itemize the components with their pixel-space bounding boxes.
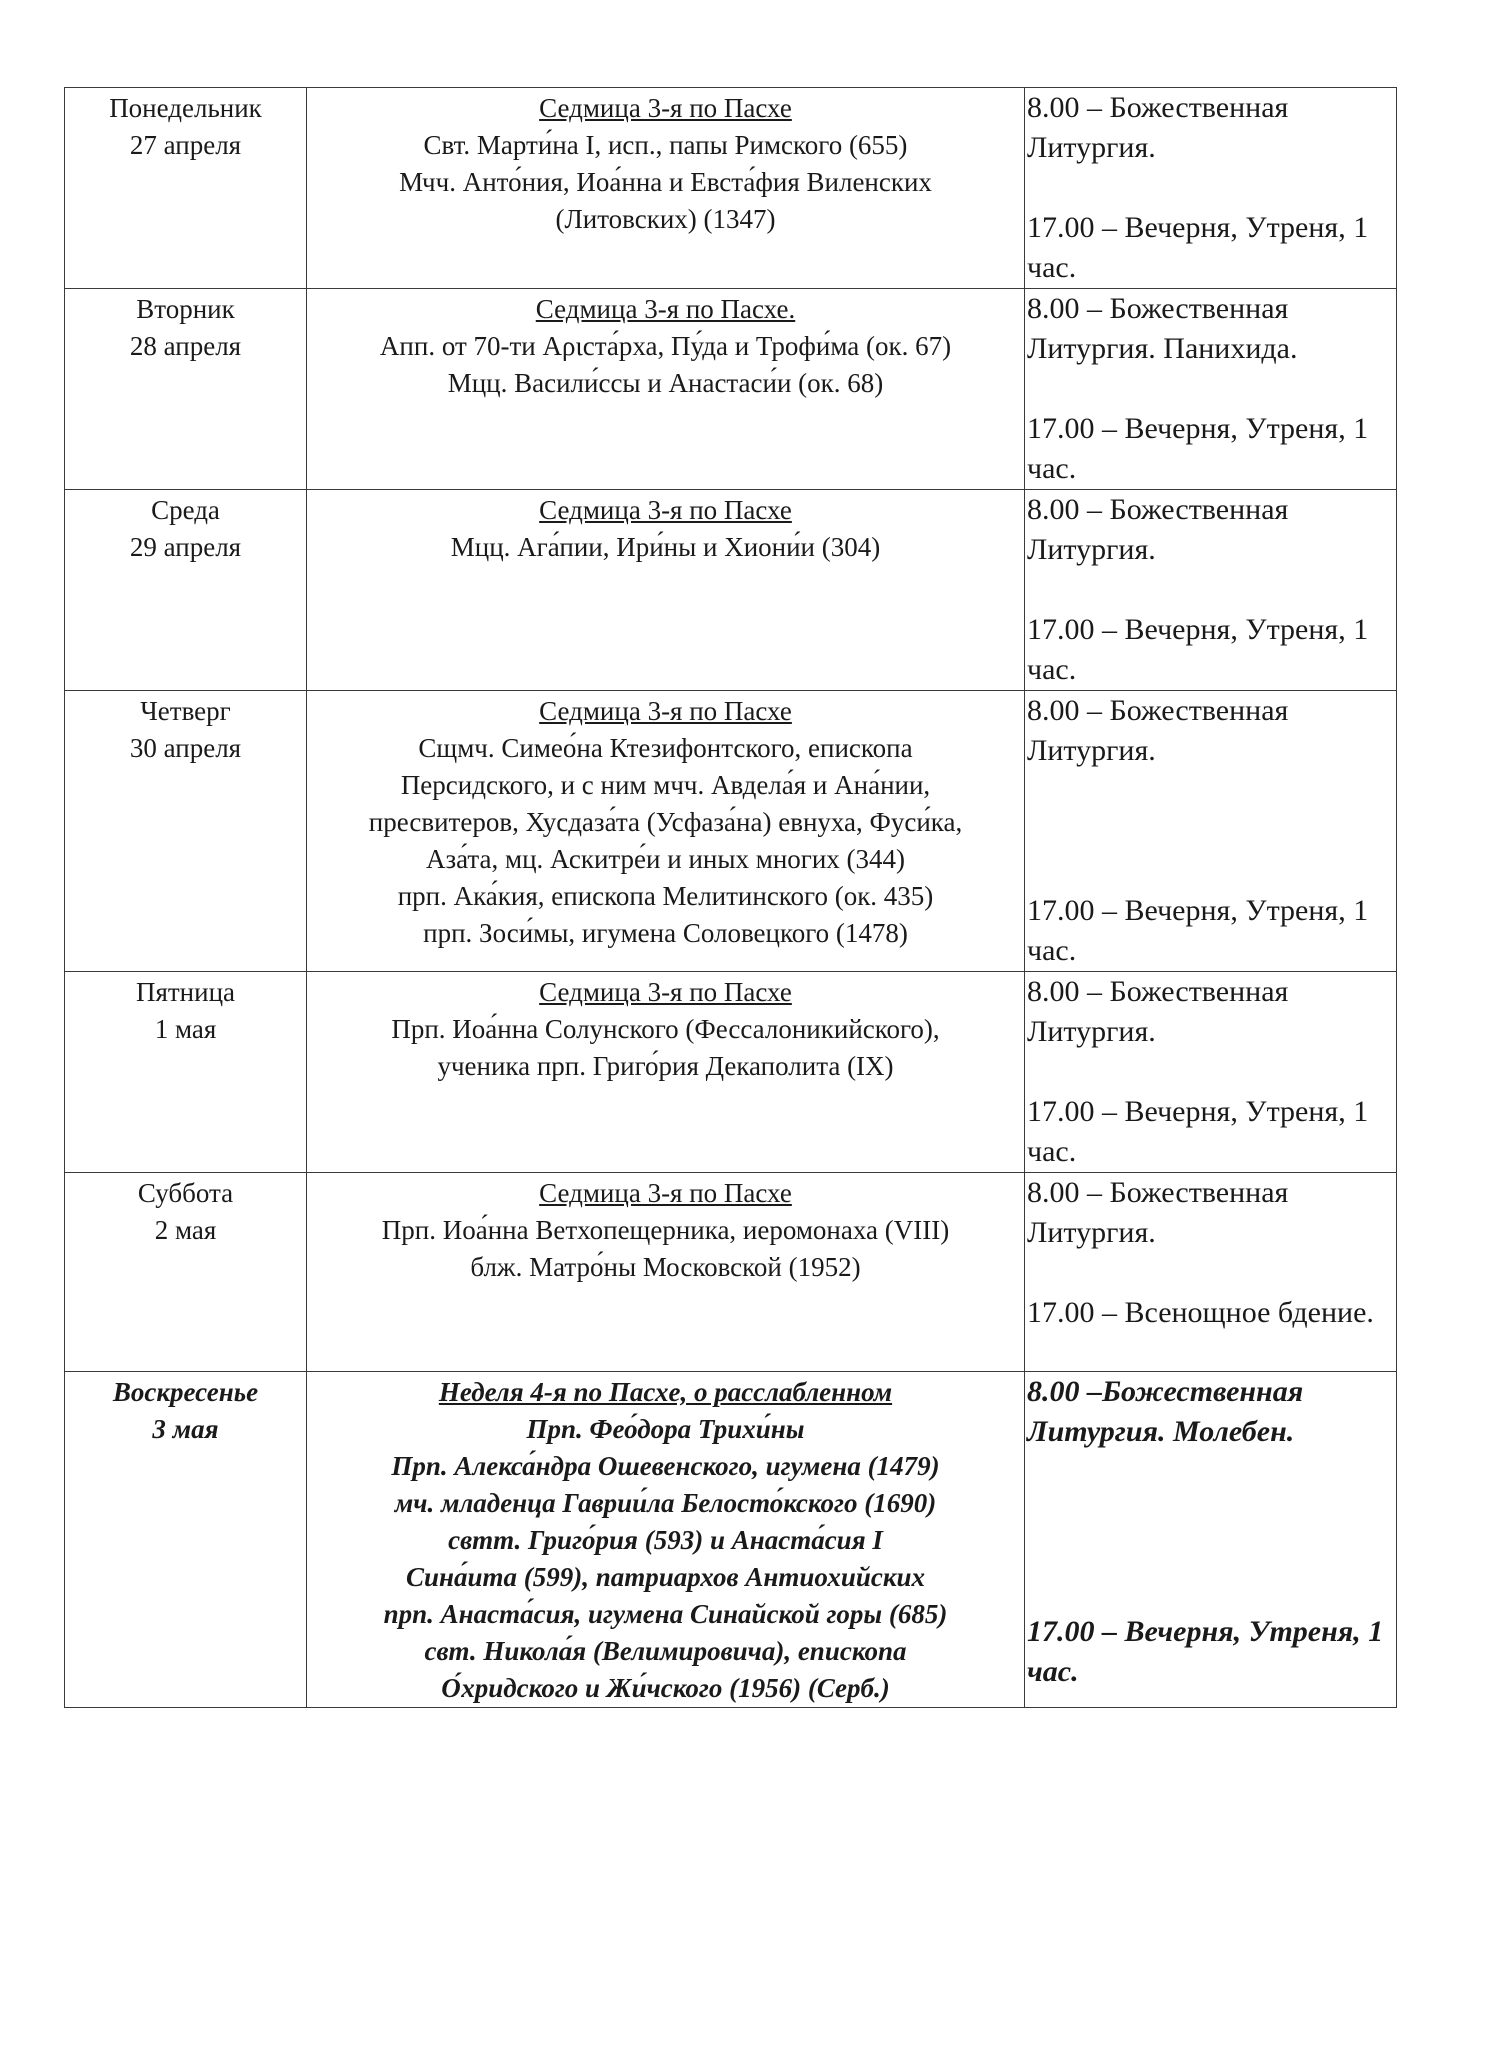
- week-title: Седмица 3-я по Пасхе: [539, 495, 792, 525]
- services-cell: [1025, 490, 1397, 691]
- spacer: [1027, 570, 1396, 610]
- services-cell: [1025, 88, 1397, 289]
- spacer: [1027, 1052, 1396, 1092]
- weekday: Суббота: [137, 1178, 234, 1208]
- commemoration-cell: [307, 490, 1025, 691]
- weekday: Понедельник: [109, 93, 262, 123]
- morning-service: 8.00 – Божественная Литургия.: [1027, 493, 1289, 566]
- week-title: Седмица 3-я по Пасхе: [539, 977, 792, 1007]
- saint-line: Сина́ита (599), патриархов Антиохийских: [405, 1562, 926, 1592]
- spacer: [1027, 1452, 1396, 1612]
- saint-line: Прп. Фео́дора Трихи́ны: [526, 1414, 805, 1444]
- saint-line: Сщмч. Симео́на Ктезифонтского, епископа: [418, 733, 913, 763]
- weekday: Пятница: [135, 977, 236, 1007]
- saint-line: Свт. Марти́на I, исп., папы Римского (655): [423, 130, 908, 160]
- day-cell: [65, 88, 307, 289]
- week-title: Седмица 3-я по Пасхе.: [535, 294, 796, 324]
- saint-line: свтт. Григо́рия (593) и Анаста́сия I: [448, 1525, 883, 1555]
- morning-service: 8.00 –Божественная Литургия. Молебен.: [1027, 1375, 1304, 1448]
- saint-line: пресвитеров, Хусдаза́та (Усфаза́на) евнуха, Фуси́ка,: [368, 807, 963, 837]
- evening-service: 17.00 – Вечерня, Утреня, 1 час.: [1027, 1095, 1369, 1168]
- saint-line: Прп. Иоа́нна Солунского (Фессалоникийского),: [391, 1014, 940, 1044]
- commemoration-cell: [307, 1173, 1025, 1372]
- services-cell: [1025, 972, 1397, 1173]
- date: 3 мая: [152, 1414, 219, 1444]
- date: 1 мая: [154, 1014, 217, 1044]
- schedule-row: [65, 1372, 1397, 1708]
- day-cell: [65, 691, 307, 972]
- saint-line: О́хридского и Жи́чского (1956) (Серб.): [441, 1673, 890, 1703]
- saint-line: Мчч. Анто́ния, Иоа́нна и Евста́фия Виленских: [399, 167, 932, 197]
- saint-line: свт. Никола́я (Велимировича), епископа: [424, 1636, 907, 1666]
- spacer: [1027, 168, 1396, 208]
- day-cell: [65, 972, 307, 1173]
- date: 28 апреля: [129, 331, 242, 361]
- schedule-row: [65, 1173, 1397, 1372]
- week-title: Седмица 3-я по Пасхе: [539, 93, 792, 123]
- schedule-row: [65, 972, 1397, 1173]
- evening-service: 17.00 – Вечерня, Утреня, 1 час.: [1027, 894, 1369, 967]
- day-cell: [65, 1372, 307, 1708]
- saint-line: ученика прп. Григо́рия Декаполита (IX): [437, 1051, 894, 1081]
- commemoration-cell: [307, 972, 1025, 1173]
- date: 30 апреля: [129, 733, 242, 763]
- spacer: [1027, 369, 1396, 409]
- morning-service: 8.00 – Божественная Литургия.: [1027, 975, 1289, 1048]
- weekday: Среда: [151, 495, 220, 525]
- week-title: Неделя 4-я по Пасхе, о расслабленном: [438, 1377, 893, 1407]
- weekday: Вторник: [136, 294, 235, 324]
- commemoration-cell: [307, 1372, 1025, 1708]
- services-cell: [1025, 1372, 1397, 1708]
- date: 27 апреля: [129, 130, 242, 160]
- day-cell: [65, 490, 307, 691]
- saint-line: прп. Ака́кия, епископа Мелитинского (ок. 435): [397, 881, 934, 911]
- schedule-sheet: [64, 87, 1396, 1708]
- schedule-row: [65, 88, 1397, 289]
- morning-service: 8.00 – Божественная Литургия.: [1027, 1176, 1289, 1249]
- saint-line: Персидского, и с ним мчч. Авдела́я и Ана́нии,: [400, 770, 931, 800]
- weekday: Воскресенье: [112, 1377, 259, 1407]
- date: 2 мая: [154, 1215, 217, 1245]
- week-title: Седмица 3-я по Пасхе: [539, 696, 792, 726]
- weekday: Четверг: [140, 696, 231, 726]
- schedule-row: [65, 490, 1397, 691]
- day-cell: [65, 1173, 307, 1372]
- saint-line: прп. Анаста́сия, игумена Синайской горы (685): [383, 1599, 948, 1629]
- week-title: Седмица 3-я по Пасхе: [539, 1178, 792, 1208]
- schedule-row: [65, 691, 1397, 972]
- morning-service: 8.00 – Божественная Литургия.: [1027, 694, 1289, 767]
- services-cell: [1025, 289, 1397, 490]
- morning-service: 8.00 – Божественная Литургия. Панихида.: [1027, 292, 1298, 365]
- saint-line: мч. младенца Гаврии́ла Белосто́кского (1690): [394, 1488, 937, 1518]
- evening-service: 17.00 – Вечерня, Утреня, 1 час.: [1027, 613, 1369, 686]
- saint-line: прп. Зоси́мы, игумена Соловецкого (1478): [423, 918, 908, 948]
- commemoration-cell: [307, 88, 1025, 289]
- saint-line: Прп. Иоа́нна Ветхопещерника, иеромонаха (VIII): [381, 1215, 950, 1245]
- spacer: [1027, 771, 1396, 891]
- evening-service: 17.00 – Вечерня, Утреня, 1 час.: [1027, 211, 1369, 284]
- commemoration-cell: [307, 691, 1025, 972]
- saint-line: блж. Матро́ны Московской (1952): [470, 1252, 861, 1282]
- saint-line: Мцц. Васили́ссы и Анастаси́и (ок. 68): [447, 368, 884, 398]
- spacer: [1027, 1253, 1396, 1293]
- day-cell: [65, 289, 307, 490]
- evening-service: 17.00 – Вечерня, Утреня, 1 час.: [1027, 412, 1369, 485]
- morning-service: 8.00 – Божественная Литургия.: [1027, 91, 1289, 164]
- saint-line: (Литовских) (1347): [555, 204, 776, 234]
- evening-service: 17.00 – Всенощное бдение.: [1027, 1296, 1374, 1329]
- saint-line: Апп. от 70-ти Аριста́рха, Пу́да и Трофи́ма (ок. 67): [379, 331, 952, 361]
- schedule-table: [64, 87, 1397, 1708]
- services-cell: [1025, 1173, 1397, 1372]
- evening-service: 17.00 – Вечерня, Утреня, 1 час.: [1027, 1615, 1384, 1688]
- saint-line: Мцц. Ага́пии, Ири́ны и Хиони́и (304): [450, 532, 881, 562]
- services-cell: [1025, 691, 1397, 972]
- commemoration-cell: [307, 289, 1025, 490]
- saint-line: Аза́та, мц. Аскитре́и и иных многих (344): [425, 844, 906, 874]
- date: 29 апреля: [129, 532, 242, 562]
- saint-line: Прп. Алекса́ндра Ошевенского, игумена (1479): [391, 1451, 940, 1481]
- schedule-row: [65, 289, 1397, 490]
